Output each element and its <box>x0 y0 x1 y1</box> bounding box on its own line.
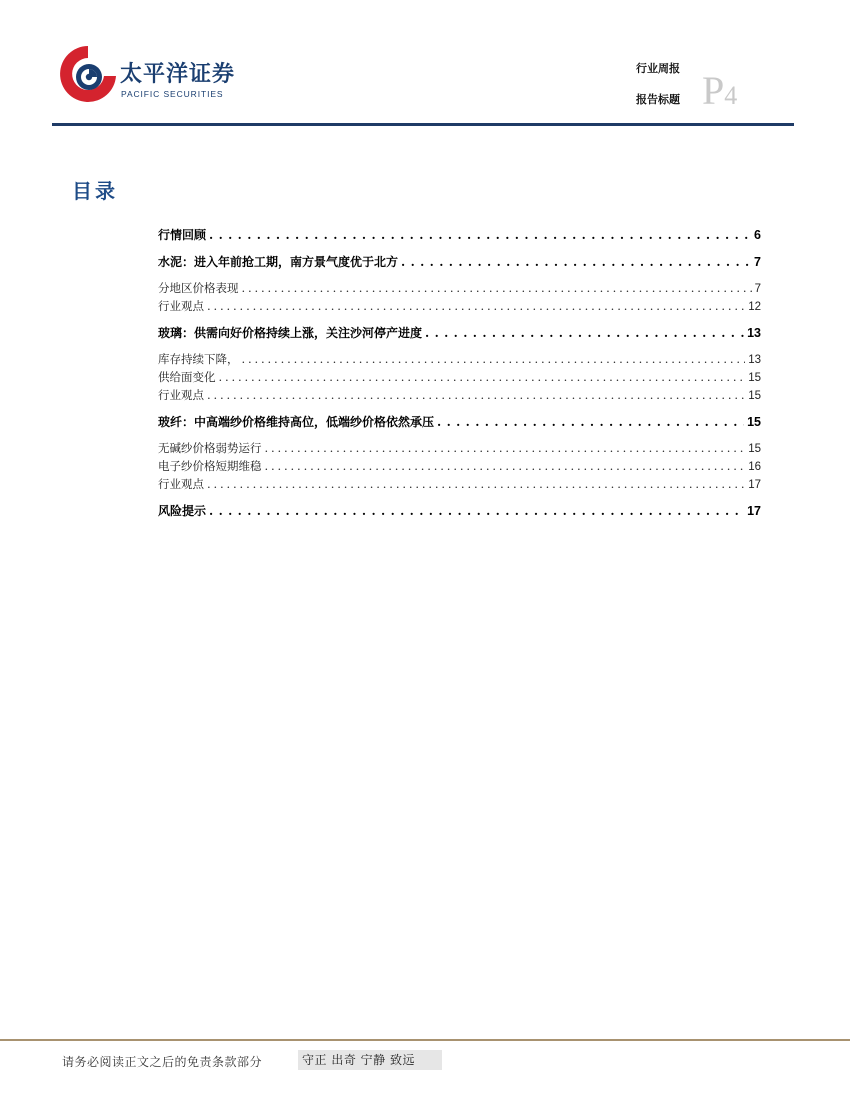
toc-dot-leader <box>242 352 746 366</box>
toc-entry[interactable] <box>158 280 761 296</box>
brand-name-en: PACIFIC SECURITIES <box>121 89 224 99</box>
toc-entry-title: 电子纱价格短期维稳 <box>158 459 262 473</box>
toc-entry-page: 15 <box>748 372 761 384</box>
toc-dot-leader <box>401 255 751 269</box>
toc-dot-leader <box>207 299 745 313</box>
toc-entry-title: 水泥：进入年前抢工期，南方景气度优于北方 <box>158 255 399 269</box>
toc-entry-title: 分地区价格表现 <box>158 281 239 295</box>
toc-dot-leader <box>242 281 752 295</box>
toc-entry-page: 7 <box>754 283 761 295</box>
toc-entry-page: 17 <box>748 479 761 491</box>
toc-entry[interactable] <box>158 226 761 243</box>
company-motto: 守正 出奇 宁静 致远 <box>298 1050 442 1070</box>
page-letter: P <box>702 68 725 113</box>
toc-entry-title: 无碱纱价格弱势运行 <box>158 441 262 455</box>
report-type: 行业周报 <box>636 62 680 75</box>
toc-entry-title: 行情回顾 <box>158 228 207 242</box>
toc-entry-page: 12 <box>748 301 761 313</box>
toc-entry-page: 15 <box>748 390 761 402</box>
toc-dot-leader <box>209 228 751 242</box>
toc-entry-title: 行业观点 <box>158 299 204 313</box>
disclaimer-notice: 请务必阅读正文之后的免责条款部分 <box>62 1055 263 1069</box>
toc-entry-title: 行业观点 <box>158 477 204 491</box>
toc-entry-title: 行业观点 <box>158 388 204 402</box>
toc-entry-page: 6 <box>754 228 761 242</box>
toc-entry-page: 13 <box>747 326 761 340</box>
brand-name-cn: 太平洋证券 <box>120 62 236 87</box>
toc-entry-title: 供给面变化 <box>158 370 216 384</box>
toc-entry[interactable] <box>158 413 761 430</box>
toc-entry-page: 16 <box>748 461 761 473</box>
toc-entry[interactable] <box>158 476 761 492</box>
toc-entry-title: 玻纤：中高端纱价格维持高位，低端纱价格依然承压 <box>158 415 435 429</box>
toc-dot-leader <box>207 388 745 402</box>
toc-dot-leader <box>207 477 745 491</box>
toc-entry-title: 库存持续下降， <box>158 352 239 366</box>
page-number-badge <box>702 70 737 117</box>
toc-entry[interactable] <box>158 298 761 314</box>
toc-entry[interactable] <box>158 351 761 367</box>
footer-divider <box>0 1039 850 1041</box>
toc-entry-page: 15 <box>747 415 761 429</box>
toc-entry[interactable] <box>158 387 761 403</box>
toc-dot-leader <box>425 326 744 340</box>
toc-entry-title: 玻璃：供需向好价格持续上涨，关注沙河停产进度 <box>158 326 423 340</box>
toc-dot-leader <box>265 441 746 455</box>
toc-heading: 目录 <box>72 179 118 203</box>
toc-entry[interactable] <box>158 324 761 341</box>
toc-entry[interactable] <box>158 440 761 456</box>
toc-dot-leader <box>219 370 746 384</box>
toc-entry-page: 17 <box>747 504 761 518</box>
toc-entry[interactable] <box>158 253 761 270</box>
toc-entry[interactable] <box>158 458 761 474</box>
toc-dot-leader <box>437 415 744 429</box>
company-logo-icon <box>58 44 118 104</box>
toc-dot-leader <box>265 459 746 473</box>
page-number: 4 <box>724 81 738 110</box>
toc-entry-page: 13 <box>748 354 761 366</box>
toc-entry-page: 15 <box>748 443 761 455</box>
toc-entry-page: 7 <box>754 255 761 269</box>
report-title: 报告标题 <box>636 93 680 106</box>
toc-entry[interactable] <box>158 369 761 385</box>
toc-entry-title: 风险提示 <box>158 504 207 518</box>
toc-dot-leader <box>209 504 744 518</box>
header-divider <box>52 123 794 126</box>
toc-entry[interactable] <box>158 502 761 519</box>
